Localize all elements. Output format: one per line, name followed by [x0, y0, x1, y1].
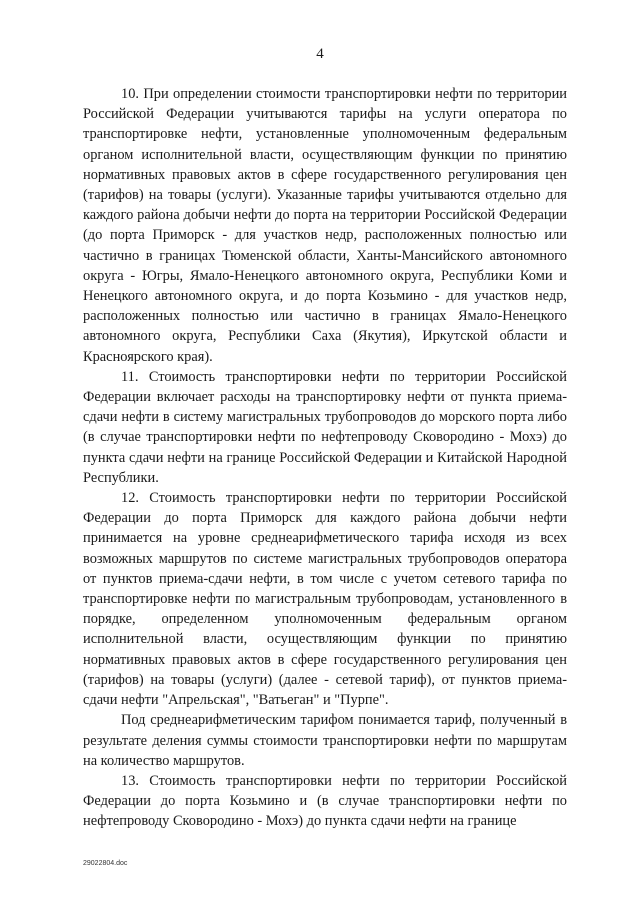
document-body: [83, 84, 567, 832]
paragraph-11: 11. Стоимость транспортировки нефти по территории Российской Федерации включает расходы на транспортировку нефти от пункта приема-сдачи нефти в систему магистральных трубопроводов до морского порта либо (в случае транспортировки нефти по нефтепроводу Сковородино - Мохэ) до пункта сдачи нефти на границе Российской Федерации и Китайской Народной Республики.: [83, 368, 567, 486]
paragraph-definition: Под среднеарифметическим тарифом понимается тариф, полученный в результате деления суммы стоимости транспортировки нефти по маршрутам на количество маршрутов.: [83, 712, 567, 769]
paragraph-10: 10. При определении стоимости транспортировки нефти по территории Российской Федерации учитываются тарифы на услуги оператора по транспортировке нефти, установленные уполномоченным федеральным органом исполнительной власти, осуществляющим функции по принятию нормативных правовых актов в сфере государственного регулирования цен (тарифов) на товары (услуги). Указанные тарифы учитываются отдельно для каждого района добычи нефти до порта на территории Российской Федерации (до порта Приморск - для участков недр, расположенных полностью или частично в границах Тюменской области, Ханты-Мансийского автономного округа - Югры, Ямало-Ненецкого автономного округа, Республики Коми и Ненецкого автономного округа, и до порта Козьмино - для участков недр, расположенных полностью или частично в границах Ямало-Ненецкого автономного округа, Республики Саха (Якутия), Иркутской области и Красноярского края).: [83, 86, 567, 365]
page-number: 4: [316, 46, 324, 62]
footer-filename: 29022804.doc: [83, 860, 128, 867]
paragraph-12: 12. Стоимость транспортировки нефти по территории Российской Федерации до порта Приморск для каждого района добычи нефти принимается на уровне среднеарифметического тарифа исходя из всех возможных маршрутов по системе магистральных трубопроводов оператора от пунктов приема-сдачи нефти, в том числе с учетом сетевого тарифа по транспортировке нефти по магистральным трубопроводам, установленного в порядке, определенном уполномоченным федеральным органом исполнительной власти, осуществляющим функции по принятию нормативных правовых актов в сфере государственного регулирования цен (тарифов) на товары (услуги) (далее - сетевой тариф), от пунктов приема-сдачи нефти "Апрельская", "Ватьеган" и "Пурпе".: [83, 490, 567, 709]
paragraph-13: 13. Стоимость транспортировки нефти по территории Российской Федерации до порта Козьмино и (в случае транспортировки нефти по нефтепроводу Сковородино - Мохэ) до пункта сдачи нефти на границе: [83, 772, 567, 830]
